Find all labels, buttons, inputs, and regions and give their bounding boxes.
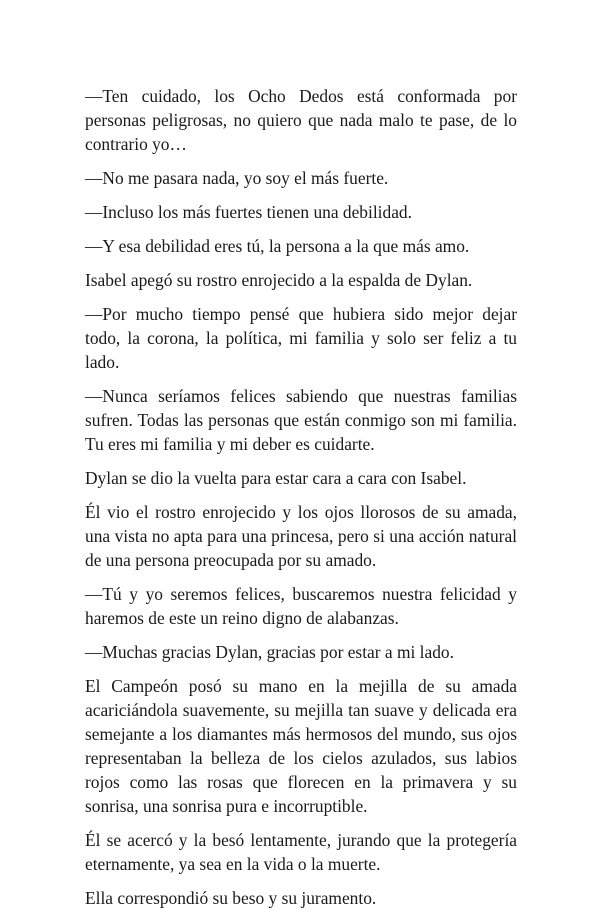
paragraph: —Por mucho tiempo pensé que hubiera sido mejor dejar todo, la corona, la política, mi familia y solo ser feliz a tu lado. [85,304,517,372]
book-page [85,84,517,920]
paragraph: —Nunca seríamos felices sabiendo que nuestras familias sufren. Todas las personas que están conmigo son mi familia. Tu eres mi familia y mi deber es cuidarte. [85,386,517,454]
paragraph: Isabel apegó su rostro enrojecido a la espalda de Dylan. [85,270,473,290]
paragraph: Dylan se dio la vuelta para estar cara a cara con Isabel. [85,468,467,488]
paragraph: —Muchas gracias Dylan, gracias por estar a mi lado. [85,642,454,662]
paragraph: —No me pasara nada, yo soy el más fuerte. [85,168,389,188]
paragraph: Él vio el rostro enrojecido y los ojos llorosos de su amada, una vista no apta para una princesa, pero si una acción natural de una persona preocupada por su amado. [85,502,517,570]
paragraph: Ella correspondió su beso y su juramento. [85,888,377,908]
paragraph: Él se acercó y la besó lentamente, jurando que la protegería eternamente, ya sea en la vida o la muerte. [85,830,517,874]
paragraph: —Incluso los más fuertes tienen una debilidad. [85,202,412,222]
paragraph: —Tú y yo seremos felices, buscaremos nuestra felicidad y haremos de este un reino digno de alabanzas. [85,584,517,628]
paragraph: —Ten cuidado, los Ocho Dedos está conformada por personas peligrosas, no quiero que nada malo te pase, de lo contrario yo… [85,86,517,154]
paragraph: —Y esa debilidad eres tú, la persona a la que más amo. [85,236,470,256]
paragraph: El Campeón posó su mano en la mejilla de su amada acariciándola suavemente, su mejilla tan suave y delicada era semejante a los diamantes más hermosos del mundo, sus ojos representaban la belleza de los cielos azulados, sus labios rojos como las rosas que florecen en la primavera y su sonrisa, una sonrisa pura e incorruptible. [85,676,517,816]
